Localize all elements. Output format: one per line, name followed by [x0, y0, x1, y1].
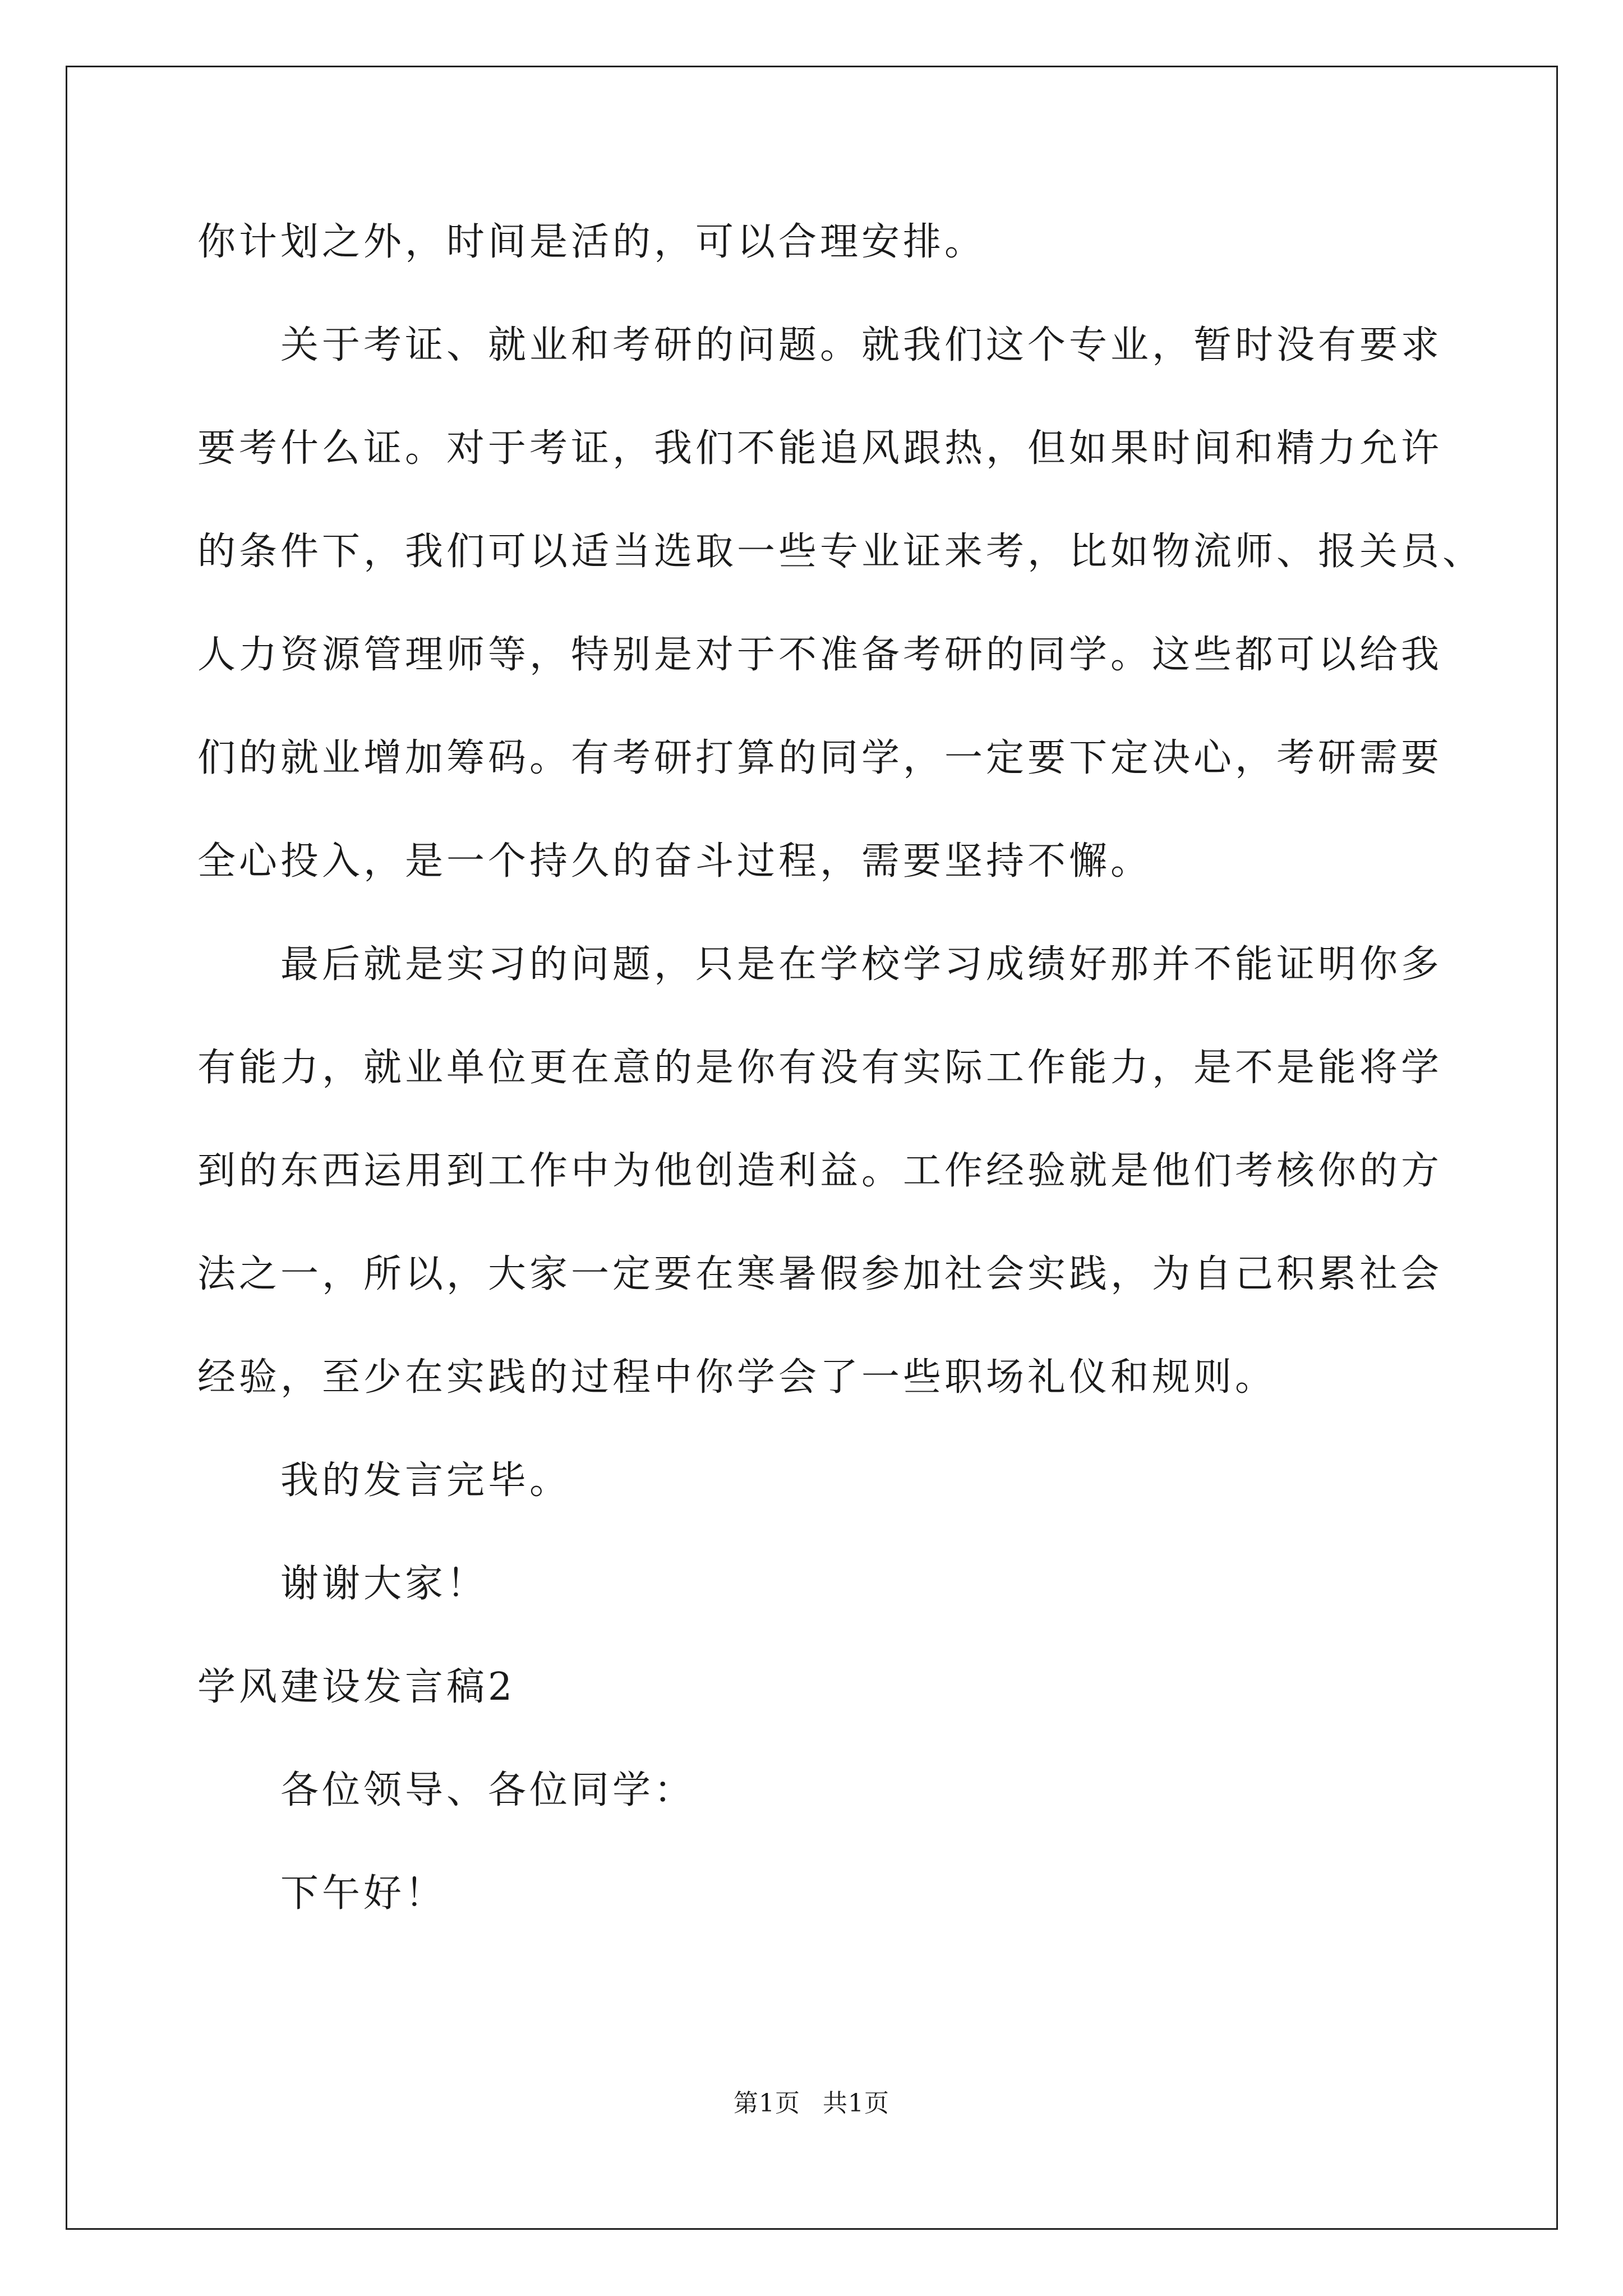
text-line: 你计划之外，时间是活的，可以合理安排。: [197, 220, 986, 264]
paragraph-start-line: 最后就是实习的问题，只是在学校学习成绩好那并不能证明你多: [280, 942, 1443, 987]
section-title: 学风建设发言稿2: [197, 1665, 516, 1709]
text-line: 人力资源管理师等，特别是对于不准备考研的同学。这些都可以给我: [197, 633, 1443, 677]
text-line: 全心投入，是一个持久的奋斗过程，需要坚持不懈。: [197, 839, 1152, 884]
salutation-line: 各位领导、各位同学：: [280, 1768, 696, 1812]
text-line: 法之一，所以，大家一定要在寒暑假参加社会实践，为自己积累社会: [197, 1252, 1443, 1296]
greeting-line: 下午好！: [280, 1871, 447, 1916]
text-line: 有能力，就业单位更在意的是你有没有实际工作能力，是不是能将学: [197, 1046, 1443, 1090]
page-total: 共1页: [823, 2089, 889, 2118]
page-footer: [0, 2087, 1623, 2120]
text-line: 要考什么证。对于考证，我们不能追风跟热，但如果时间和精力允许: [197, 426, 1443, 471]
text-line: 经验，至少在实践的过程中你学会了一些职场礼仪和规则。: [197, 1355, 1277, 1400]
text-line: 的条件下，我们可以适当选取一些专业证来考，比如物流师、报关员、: [197, 530, 1484, 574]
paragraph-start-line: 关于考证、就业和考研的问题。就我们这个专业，暂时没有要求: [280, 323, 1443, 367]
text-line: 到的东西运用到工作中为他创造利益。工作经验就是他们考核你的方: [197, 1149, 1443, 1193]
page-number: 第1页: [734, 2089, 800, 2118]
closing-line: 我的发言完毕。: [280, 1458, 571, 1503]
text-line: 们的就业增加筹码。有考研打算的同学，一定要下定决心，考研需要: [197, 736, 1443, 780]
thanks-line: 谢谢大家！: [280, 1562, 488, 1606]
